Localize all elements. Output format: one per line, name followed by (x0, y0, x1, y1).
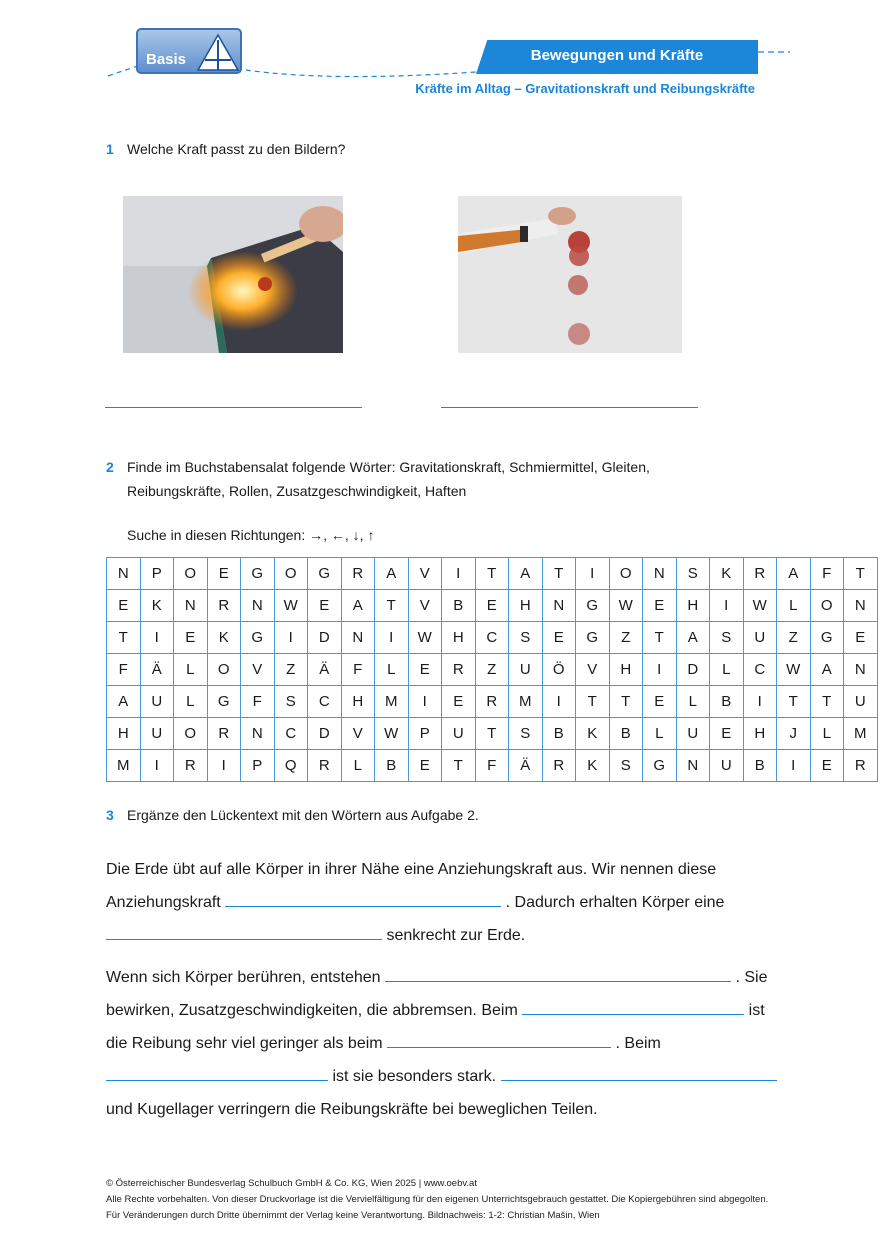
word-search-grid[interactable] (106, 557, 878, 782)
grid-cell[interactable]: H (341, 686, 375, 718)
grid-row (107, 750, 878, 782)
grid-cell[interactable]: M (844, 718, 878, 750)
task1-answer-line-1[interactable] (105, 407, 362, 408)
grid-cell[interactable]: E (107, 590, 141, 622)
grid-cell[interactable]: T (375, 590, 409, 622)
grid-cell[interactable]: T (576, 686, 610, 718)
grid-cell[interactable]: G (643, 750, 677, 782)
grid-cell[interactable]: Ä (308, 654, 342, 686)
grid-cell[interactable]: R (174, 750, 208, 782)
grid-cell[interactable]: D (676, 654, 710, 686)
grid-cell[interactable]: C (743, 654, 777, 686)
grid-cell[interactable]: N (341, 622, 375, 654)
task1-question: Welche Kraft passt zu den Bildern? (127, 141, 346, 157)
grid-cell[interactable]: L (676, 686, 710, 718)
grid-cell[interactable]: Z (274, 654, 308, 686)
grid-row (107, 590, 878, 622)
grid-cell[interactable]: G (207, 686, 241, 718)
grid-cell[interactable]: M (375, 686, 409, 718)
grid-cell[interactable]: B (442, 590, 476, 622)
grid-cell[interactable]: N (542, 590, 576, 622)
grid-cell[interactable]: U (743, 622, 777, 654)
grid-cell[interactable]: E (408, 654, 442, 686)
cloze-text: . Dadurch erhalten Körper eine (505, 894, 725, 911)
grid-cell[interactable]: A (375, 558, 409, 590)
grid-cell[interactable]: F (107, 654, 141, 686)
task1-answer-line-2[interactable] (441, 407, 698, 408)
grid-cell[interactable]: W (375, 718, 409, 750)
grid-cell[interactable]: O (609, 558, 643, 590)
grid-row (107, 654, 878, 686)
grid-cell[interactable]: T (442, 750, 476, 782)
cloze-paragraph-2 (106, 961, 796, 1126)
chapter-title: Bewegungen und Kräfte (530, 47, 704, 64)
grid-cell[interactable]: T (777, 686, 811, 718)
falling-apple-icon (458, 196, 682, 353)
grid-cell[interactable]: D (308, 718, 342, 750)
grid-cell[interactable]: I (207, 750, 241, 782)
cloze-paragraph-1 (106, 853, 796, 952)
grid-cell[interactable]: R (475, 686, 509, 718)
task2-directions: Suche in diesen Richtungen: →, ←, ↓, ↑ (127, 527, 375, 543)
triangle-logo-icon (196, 32, 240, 72)
grid-cell[interactable]: L (810, 718, 844, 750)
grid-cell[interactable]: O (810, 590, 844, 622)
grid-cell[interactable]: V (408, 558, 442, 590)
grid-cell[interactable]: U (710, 750, 744, 782)
grid-cell[interactable]: M (509, 686, 543, 718)
grid-cell[interactable]: D (308, 622, 342, 654)
grid-cell[interactable]: U (676, 718, 710, 750)
grid-cell[interactable]: G (576, 590, 610, 622)
grid-cell[interactable]: B (609, 718, 643, 750)
footer-rights: Alle Rechte vorbehalten. Von dieser Druckvorlage ist die Vervielfältigung für den eigenen Unterrichtsgebrauch gestattet. Die Kopiergebühren sind abgegolten. (106, 1194, 769, 1205)
grid-cell[interactable]: E (710, 718, 744, 750)
grid-cell[interactable]: F (475, 750, 509, 782)
cloze-text (106, 853, 796, 1126)
grid-cell[interactable]: U (442, 718, 476, 750)
cloze-text: und Kugellager verringern die Reibungskräfte bei beweglichen Teilen. (106, 1101, 598, 1118)
grid-cell[interactable]: S (274, 686, 308, 718)
cloze-text: Die Erde übt auf alle Körper in ihrer Nähe eine Anziehungskraft aus. Wir nennen diese (106, 861, 717, 878)
footer (106, 1176, 768, 1224)
grid-cell[interactable]: K (207, 622, 241, 654)
footer-disclaimer: Für Veränderungen durch Dritte übernimmt der Verlag keine Verantwortung. Bildnachweis: 1-2: Christian Mašin, Wien (106, 1210, 600, 1221)
grid-cell[interactable]: K (710, 558, 744, 590)
cloze-text: ist sie besonders stark. (332, 1068, 497, 1085)
grid-cell[interactable]: U (140, 686, 174, 718)
cloze-blank[interactable] (225, 886, 501, 907)
grid-cell[interactable]: G (810, 622, 844, 654)
grid-cell[interactable]: T (475, 558, 509, 590)
task3-question: Ergänze den Lückentext mit den Wörtern aus Aufgabe 2. (127, 807, 479, 823)
match-friction-image (123, 196, 343, 353)
grid-cell[interactable]: E (810, 750, 844, 782)
grid-cell[interactable]: H (743, 718, 777, 750)
grid-cell[interactable]: V (408, 590, 442, 622)
grid-row (107, 686, 878, 718)
grid-cell[interactable]: U (140, 718, 174, 750)
grid-cell[interactable]: L (643, 718, 677, 750)
grid-cell[interactable]: A (341, 590, 375, 622)
grid-cell[interactable]: I (710, 590, 744, 622)
task2-question-line1: Finde im Buchstabensalat folgende Wörter: Gravitationskraft, Schmiermittel, Gleiten, (127, 459, 650, 475)
grid-cell[interactable]: H (609, 654, 643, 686)
grid-cell[interactable]: A (107, 686, 141, 718)
cloze-text: senkrecht zur Erde. (386, 927, 526, 944)
cloze-blank[interactable] (387, 1027, 611, 1048)
grid-cell[interactable]: A (777, 558, 811, 590)
grid-cell[interactable]: S (609, 750, 643, 782)
grid-cell[interactable]: T (844, 558, 878, 590)
cloze-blank[interactable] (106, 1060, 328, 1081)
grid-cell[interactable]: I (576, 558, 610, 590)
footer-copyright: © Österreichischer Bundesverlag Schulbuch GmbH & Co. KG, Wien 2025 | www.oebv.at (106, 1178, 477, 1189)
grid-cell[interactable]: E (844, 622, 878, 654)
grid-cell[interactable]: F (341, 654, 375, 686)
task1-number: 1 (106, 141, 114, 157)
grid-cell[interactable]: W (408, 622, 442, 654)
grid-cell[interactable]: I (140, 622, 174, 654)
grid-cell[interactable]: G (241, 558, 275, 590)
grid-cell[interactable]: N (107, 558, 141, 590)
grid-cell[interactable]: N (844, 590, 878, 622)
basis-logo (136, 28, 242, 74)
grid-cell[interactable]: L (174, 686, 208, 718)
grid-cell[interactable]: Z (609, 622, 643, 654)
grid-cell[interactable]: R (442, 654, 476, 686)
grid-row (107, 718, 878, 750)
grid-cell[interactable]: T (542, 558, 576, 590)
cloze-blank[interactable] (385, 961, 731, 982)
grid-cell[interactable]: R (844, 750, 878, 782)
grid-cell[interactable]: I (743, 686, 777, 718)
worksheet-subtitle: Kräfte im Alltag – Gravitationskraft und Reibungskräfte (415, 81, 755, 96)
grid-cell[interactable]: H (107, 718, 141, 750)
grid-cell[interactable]: L (710, 654, 744, 686)
cloze-text: ist (748, 1002, 765, 1019)
grid-cell[interactable]: L (174, 654, 208, 686)
task2-number: 2 (106, 459, 114, 475)
grid-cell[interactable]: G (576, 622, 610, 654)
grid-cell[interactable]: E (475, 590, 509, 622)
grid-cell[interactable]: S (710, 622, 744, 654)
grid-cell[interactable]: N (174, 590, 208, 622)
grid-cell[interactable]: N (241, 590, 275, 622)
grid-cell[interactable]: C (274, 718, 308, 750)
grid-cell[interactable]: R (308, 750, 342, 782)
grid-row (107, 622, 878, 654)
grid-row (107, 558, 878, 590)
grid-cell[interactable]: O (174, 718, 208, 750)
grid-cell[interactable]: E (542, 622, 576, 654)
grid-cell[interactable]: Z (475, 654, 509, 686)
grid-cell[interactable]: O (207, 654, 241, 686)
grid-cell[interactable]: S (509, 718, 543, 750)
grid-cell[interactable]: O (174, 558, 208, 590)
grid-cell[interactable]: E (207, 558, 241, 590)
grid-cell[interactable]: U (844, 686, 878, 718)
grid-cell[interactable]: T (475, 718, 509, 750)
grid-cell[interactable]: J (777, 718, 811, 750)
grid-cell[interactable]: B (375, 750, 409, 782)
grid-cell[interactable]: V (241, 654, 275, 686)
grid-cell[interactable]: K (576, 750, 610, 782)
match-friction-icon (123, 196, 343, 353)
grid-cell[interactable]: S (509, 622, 543, 654)
falling-apple-image (458, 196, 682, 353)
grid-cell[interactable]: A (676, 622, 710, 654)
grid-cell[interactable]: I (777, 750, 811, 782)
cloze-text: Wenn sich Körper berühren, entstehen (106, 969, 381, 986)
grid-cell[interactable]: S (676, 558, 710, 590)
grid-cell[interactable]: G (308, 558, 342, 590)
cloze-text: bewirken, Zusatzgeschwindigkeiten, die abbremsen. Beim (106, 1002, 518, 1019)
cloze-blank[interactable] (522, 994, 744, 1015)
grid-cell[interactable]: T (810, 686, 844, 718)
task2-question-line2: Reibungskräfte, Rollen, Zusatzgeschwindigkeit, Haften (127, 483, 467, 499)
cloze-text: . Sie (735, 969, 768, 986)
grid-cell[interactable]: K (140, 590, 174, 622)
grid-cell[interactable]: P (408, 718, 442, 750)
cloze-text: die Reibung sehr viel geringer als beim (106, 1035, 383, 1052)
grid-cell[interactable]: E (442, 686, 476, 718)
grid-cell[interactable]: B (710, 686, 744, 718)
grid-cell[interactable]: C (475, 622, 509, 654)
grid-cell[interactable]: W (777, 654, 811, 686)
grid-cell[interactable]: O (274, 558, 308, 590)
grid-cell[interactable]: E (308, 590, 342, 622)
grid-cell[interactable]: E (643, 590, 677, 622)
grid-cell[interactable]: T (609, 686, 643, 718)
grid-cell[interactable]: F (810, 558, 844, 590)
grid-cell[interactable]: P (241, 750, 275, 782)
grid-cell[interactable]: V (341, 718, 375, 750)
grid-cell[interactable]: M (107, 750, 141, 782)
grid-cell[interactable]: I (140, 750, 174, 782)
grid-cell[interactable]: I (375, 622, 409, 654)
grid-cell[interactable]: I (274, 622, 308, 654)
grid-cell[interactable]: L (777, 590, 811, 622)
grid-cell[interactable]: R (207, 590, 241, 622)
grid-cell[interactable]: C (308, 686, 342, 718)
grid-cell[interactable]: N (844, 654, 878, 686)
grid-cell[interactable]: E (174, 622, 208, 654)
grid-cell[interactable]: W (274, 590, 308, 622)
grid-cell[interactable]: T (107, 622, 141, 654)
grid-cell[interactable]: R (542, 750, 576, 782)
grid-cell[interactable]: H (509, 590, 543, 622)
grid-cell[interactable]: N (241, 718, 275, 750)
grid-cell[interactable]: N (643, 558, 677, 590)
grid-cell[interactable]: G (241, 622, 275, 654)
grid-cell[interactable]: P (140, 558, 174, 590)
grid-cell[interactable]: Q (274, 750, 308, 782)
grid-cell[interactable]: A (810, 654, 844, 686)
logo-text: Basis (146, 51, 187, 68)
grid-cell[interactable]: Z (777, 622, 811, 654)
grid-cell[interactable]: I (643, 654, 677, 686)
grid-cell[interactable]: U (509, 654, 543, 686)
grid-cell[interactable]: W (743, 590, 777, 622)
grid-cell[interactable]: I (408, 686, 442, 718)
grid-cell[interactable]: H (676, 590, 710, 622)
grid-cell[interactable]: N (676, 750, 710, 782)
grid-cell[interactable]: A (509, 558, 543, 590)
task3-number: 3 (106, 807, 114, 823)
grid-cell[interactable]: T (643, 622, 677, 654)
grid-cell[interactable]: B (743, 750, 777, 782)
grid-cell[interactable]: Ö (542, 654, 576, 686)
grid-cell[interactable]: B (542, 718, 576, 750)
grid-cell[interactable]: H (442, 622, 476, 654)
grid-cell[interactable]: L (375, 654, 409, 686)
grid-cell[interactable]: F (241, 686, 275, 718)
cloze-blank[interactable] (106, 919, 382, 940)
grid-cell[interactable]: W (609, 590, 643, 622)
grid-cell[interactable]: Ä (509, 750, 543, 782)
cloze-blank[interactable] (501, 1060, 777, 1081)
grid-cell[interactable]: R (207, 718, 241, 750)
grid-cell[interactable]: R (743, 558, 777, 590)
grid-cell[interactable]: Ä (140, 654, 174, 686)
grid-cell[interactable]: I (542, 686, 576, 718)
grid-cell[interactable]: E (408, 750, 442, 782)
cloze-text: Anziehungskraft (106, 894, 221, 911)
grid-cell[interactable]: K (576, 718, 610, 750)
grid-cell[interactable]: E (643, 686, 677, 718)
grid-cell[interactable]: R (341, 558, 375, 590)
grid-cell[interactable]: L (341, 750, 375, 782)
grid-cell[interactable]: V (576, 654, 610, 686)
grid-cell[interactable]: I (442, 558, 476, 590)
cloze-text: . Beim (615, 1035, 661, 1052)
